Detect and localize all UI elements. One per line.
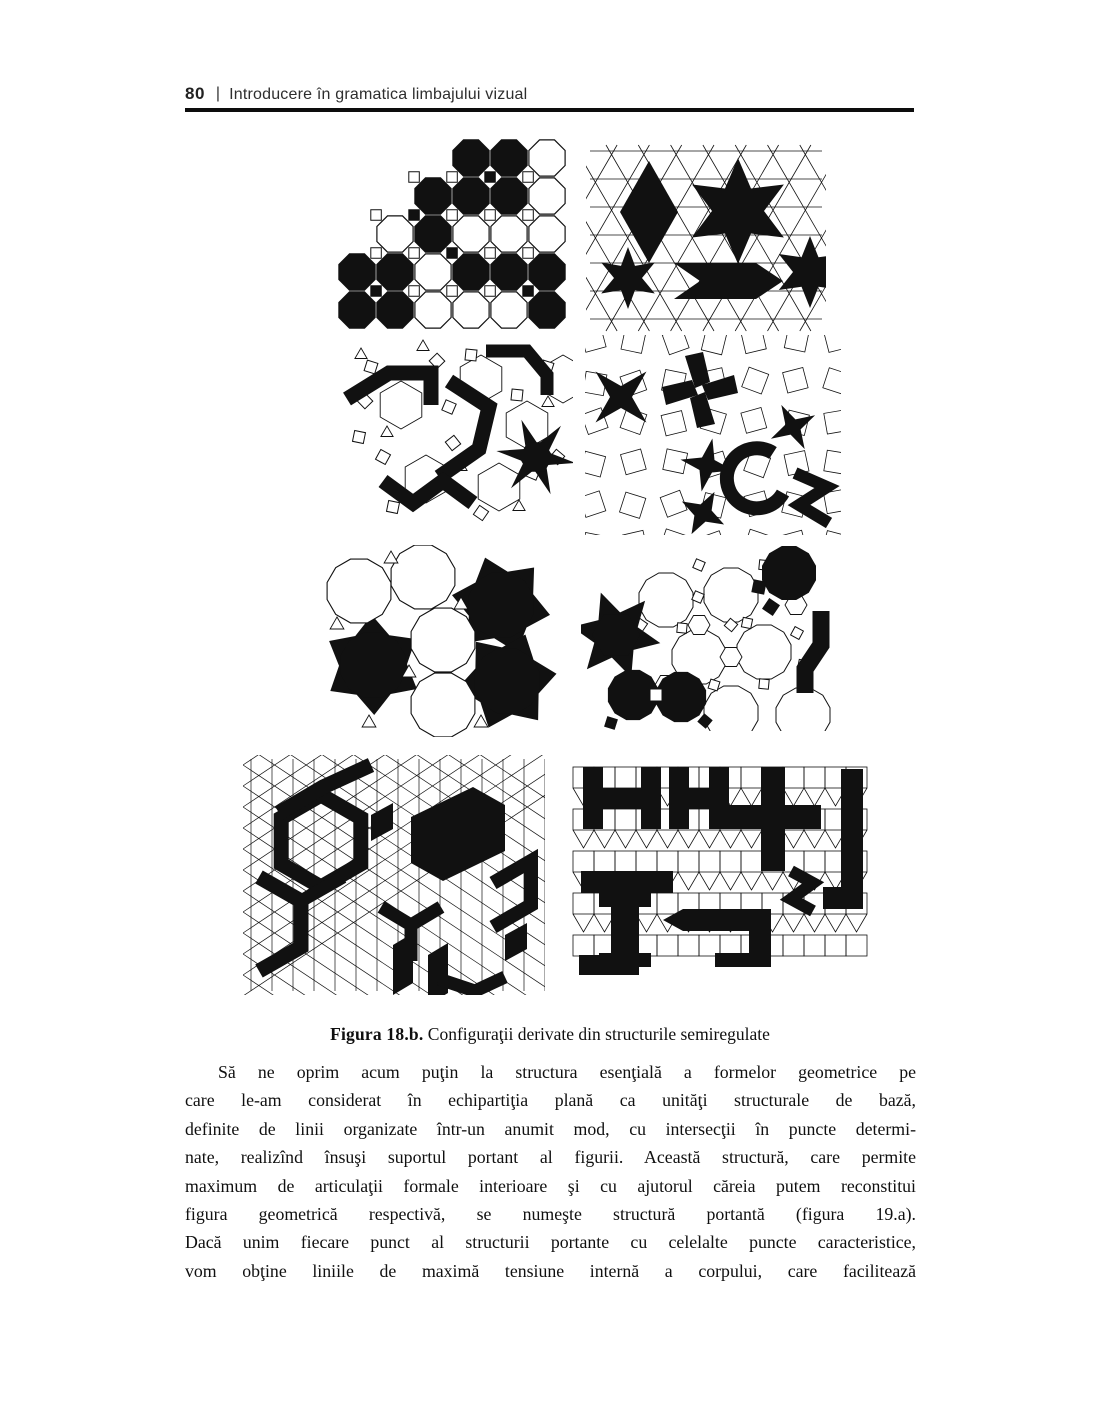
body-line: vom obţine liniile de maximă tensiune internă a corpului, care facilitează xyxy=(185,1260,916,1281)
figure-caption-label: Figura 18.b. xyxy=(330,1023,424,1044)
figure-caption xyxy=(185,1024,915,1045)
figure-caption-text: Configuraţii derivate din structurile semiregulate xyxy=(427,1023,770,1044)
figure-panel-octagon-square xyxy=(338,139,566,335)
body-line: definite de linii organizate într-un anumit mod, cu intersecţii în puncte determi- xyxy=(185,1118,916,1139)
header-separator: | xyxy=(215,85,221,102)
tiling-rhombitrihexagonal xyxy=(331,337,573,527)
body-line: figura geometrică respectivă, se numeşte structură portantă (figura 19.a). xyxy=(185,1204,916,1225)
header-title: Introducere în gramatica limbajului vizual xyxy=(229,86,528,103)
figure-panel-snub-square xyxy=(585,335,841,535)
page-number: 80 xyxy=(185,84,205,103)
tiling-rhombille xyxy=(243,755,545,995)
body-line: nate, realizînd însuşi suportul portant al figurii. Această structură, care permite xyxy=(185,1147,916,1168)
figure-panel-triangle-lattice xyxy=(586,141,826,333)
tiling-truncated-hexagonal xyxy=(311,545,563,737)
tiling-truncated-trihexagonal xyxy=(581,545,845,731)
running-header xyxy=(185,84,915,104)
tiling-octagon-square xyxy=(338,139,566,335)
figure-panel-elongated-triangular xyxy=(565,759,869,985)
figure-panel-truncated-trihexagonal xyxy=(581,545,845,731)
body-line: maximum de articulaţii formale interioare şi cu ajutorul căreia putem reconstitui xyxy=(185,1175,916,1196)
body-paragraph xyxy=(185,1058,916,1285)
tiling-snub-square xyxy=(585,335,841,535)
figure-panel-truncated-hexagonal xyxy=(311,545,563,737)
header-rule xyxy=(185,108,914,112)
tiling-triangle-lattice xyxy=(586,141,826,333)
tiling-elongated-triangular xyxy=(565,759,869,985)
body-line: Dacă unim fiecare punct al structurii portante cu celelalte puncte caracteristice, xyxy=(185,1232,916,1253)
figure-panel-rhombille xyxy=(243,755,545,995)
body-line: Să ne oprim acum puţin la structura esenţială a formelor geometrice pe xyxy=(218,1062,916,1082)
body-line: care le-am considerat în echipartiţia plană ca unităţi structurale de bază, xyxy=(185,1090,916,1111)
figure-panel-rhombitrihexagonal xyxy=(331,337,573,527)
